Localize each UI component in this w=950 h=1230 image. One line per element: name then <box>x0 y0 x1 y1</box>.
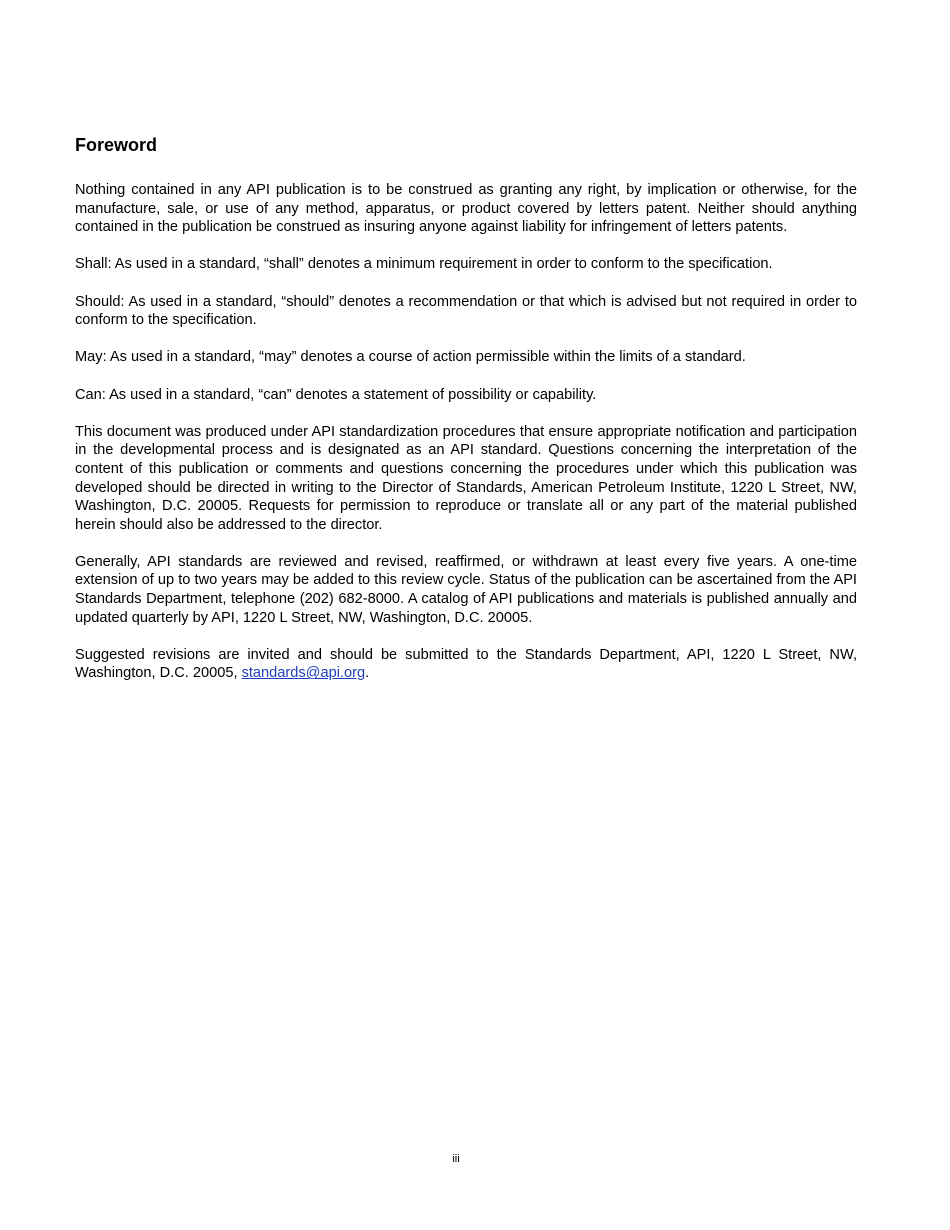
paragraph-standardization-procedures: This document was produced under API standardization procedures that ensure appropriate notification and participation in the developmental process and is designated as an API standard. Questions concerning the interpretation of the content of this publication or comments and questions concerning the procedures under which this publication was developed should be directed in writing to the Director of Standards, American Petroleum Institute, 1220 L Street, NW, Washington, D.C. 20005. Requests for permission to reproduce or translate all or any part of the material published herein should also be addressed to the director. <box>75 423 857 533</box>
paragraph-can-definition: Can: As used in a standard, “can” denotes a statement of possibility or capability. <box>75 386 597 403</box>
paragraph-may-definition: May: As used in a standard, “may” denotes a course of action permissible within the limits of a standard. <box>75 349 746 366</box>
standards-email-link[interactable]: standards@api.org <box>241 665 366 682</box>
paragraph-patent-disclaimer: Nothing contained in any API publication is to be construed as granting any right, by implication or otherwise, for the manufacture, sale, or use of any method, apparatus, or product covered by letters patent. Neither should anything contained in the publication be construed as insuring anyone against liability for infringement of letters patents. <box>75 182 857 236</box>
paragraph-should-definition: Should: As used in a standard, “should” denotes a recommendation or that which is advised but not required in order to conform to the specification. <box>75 293 857 329</box>
suggested-revisions-text: Suggested revisions are invited and should be submitted to the Standards Department, API, 1220 L Street, NW, Washington, D.C. 20005, <box>75 646 857 682</box>
page-number: iii <box>452 1153 460 1165</box>
paragraph-suggested-revisions <box>75 646 857 683</box>
foreword-body <box>75 181 857 702</box>
page-title: Foreword <box>75 135 158 155</box>
paragraph-review-cycle: Generally, API standards are reviewed and revised, reaffirmed, or withdrawn at least every five years. A one-time extension of up to two years may be added to this review cycle. Status of the publication can be ascertained from the API Standards Department, telephone (202) 682-8000. A catalog of API publications and materials is published annually and updated quarterly by API, 1220 L Street, NW, Washington, D.C. 20005. <box>75 553 857 626</box>
suggested-revisions-end: . <box>365 665 370 682</box>
paragraph-shall-definition: Shall: As used in a standard, “shall” denotes a minimum requirement in order to conform to the specification. <box>75 256 773 273</box>
